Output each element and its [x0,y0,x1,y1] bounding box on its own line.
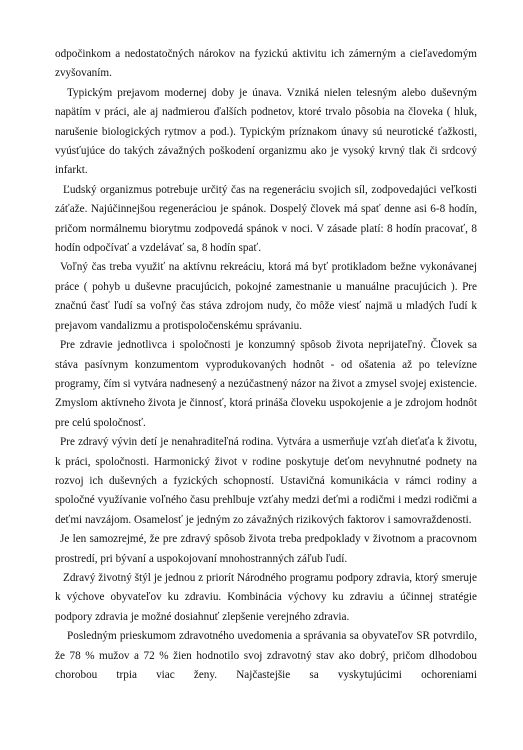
paragraph-health-program: Zdravý životný štýl je jednou z priorít Národného programu podpory zdravia, ktorý smeruje k výchove obyvateľov ku zdraviu. Kombinácia výchovy ku zdraviu a účinnej stratégie podpory zdravia je možné dosiahnuť zlepšenie verejného zdravia. [55,571,477,623]
paragraph-fatigue: Typickým prejavom modernej doby je únava. Vzniká nielen telesným alebo duševným napätím v práci, ale aj nadmierou ďalších podnetov, ktoré trvalo pôsobia na človeka ( hluk, narušenie biologických rytmov a pod.). Typickým príznakom únavy sú neurotické ťažkosti, vyúsťujúce do takých závažných poškodení organizmu ako je vysoký krvný tlak či srdcový infarkt. [55,86,477,177]
paragraph-family: Pre zdravý vývin detí je nenahraditeľná rodina. Vytvára a usmerňuje vzťah dieťaťa k životu, k práci, spoločnosti. Harmonický život v rodine poskytuje deťom nevyhnutné podnety na rozvoj ich duševných a fyzických schopností. Ustavičná komunikácia v rámci rodiny a spoločné využívanie voľného času prehlbuje vzťahy medzi deťmi a rodičmi i medzi rodičmi a deťmi navzájom. Osamelosť je jedným zo závažných rizikových faktorov i samovraždenosti. [55,436,477,526]
document-body [55,45,477,685]
paragraph-consumerism: Pre zdravie jednotlivca i spoločnosti je konzumný spôsob života neprijateľný. Človek sa stáva pasívnym konzumentom vyprodukovaných hodnôt - od ošatenia až po televízne programy, čím si vytvára nadnesený a nezúčastnený názor na život a zmysel svojej existencie. Zmyslom aktívneho života je činnosť, ktorá prináša človeku uspokojenie a je zdrojom hodnôt pre celú spoločnosť. [55,339,477,429]
paragraph-free-time: Voľný čas treba využiť na aktívnu rekreáciu, ktorá má byť protikladom bežne vykonávanej práce ( pohyb u duševne pracujúcich, pokojné zamestnanie u manuálne pracujúcich ). Pre značnú časť ľudí sa voľný čas stáva zdrojom nudy, čo môže viesť najmä u mladých ľudí k prejavom vandalizmu a protispoločenskému správaniu. [55,261,477,332]
paragraph-regeneration: Ľudský organizmus potrebuje určitý čas na regeneráciu svojich síl, zodpovedajúci veľkosti záťaže. Najúčinnejšou regeneráciou je spánok. Dospelý človek má spať denne asi 6-8 hodín, pričom normálnemu biorytmu zodpovedá spánok v noci. V zásade platí: 8 hodín pracovať, 8 hodín odpočívať a vzdelávať sa, 8 hodín spať. [55,183,477,255]
paragraph-survey: Posledným prieskumom zdravotného uvedomenia a správania sa obyvateľov SR potvrdilo, že 78 % mužov a 72 % žien hodnotilo svoj zdravotný stav ako dobrý, pričom dlhodobou chorobou trpia viac ženy. Najčastejšie sa vyskytujúcimi ochoreniami [55,630,477,681]
paragraph-environment: Je len samozrejmé, že pre zdravý spôsob života treba predpoklady v životnom a pracovnom prostredí, pri bývaní a uspokojovaní mnohostranných záľub ľudí. [55,533,477,565]
paragraph-continued: odpočinkom a nedostatočných nárokov na fyzickú aktivitu ich zámerným a cieľavedomým zvyšovaním. [55,48,477,80]
